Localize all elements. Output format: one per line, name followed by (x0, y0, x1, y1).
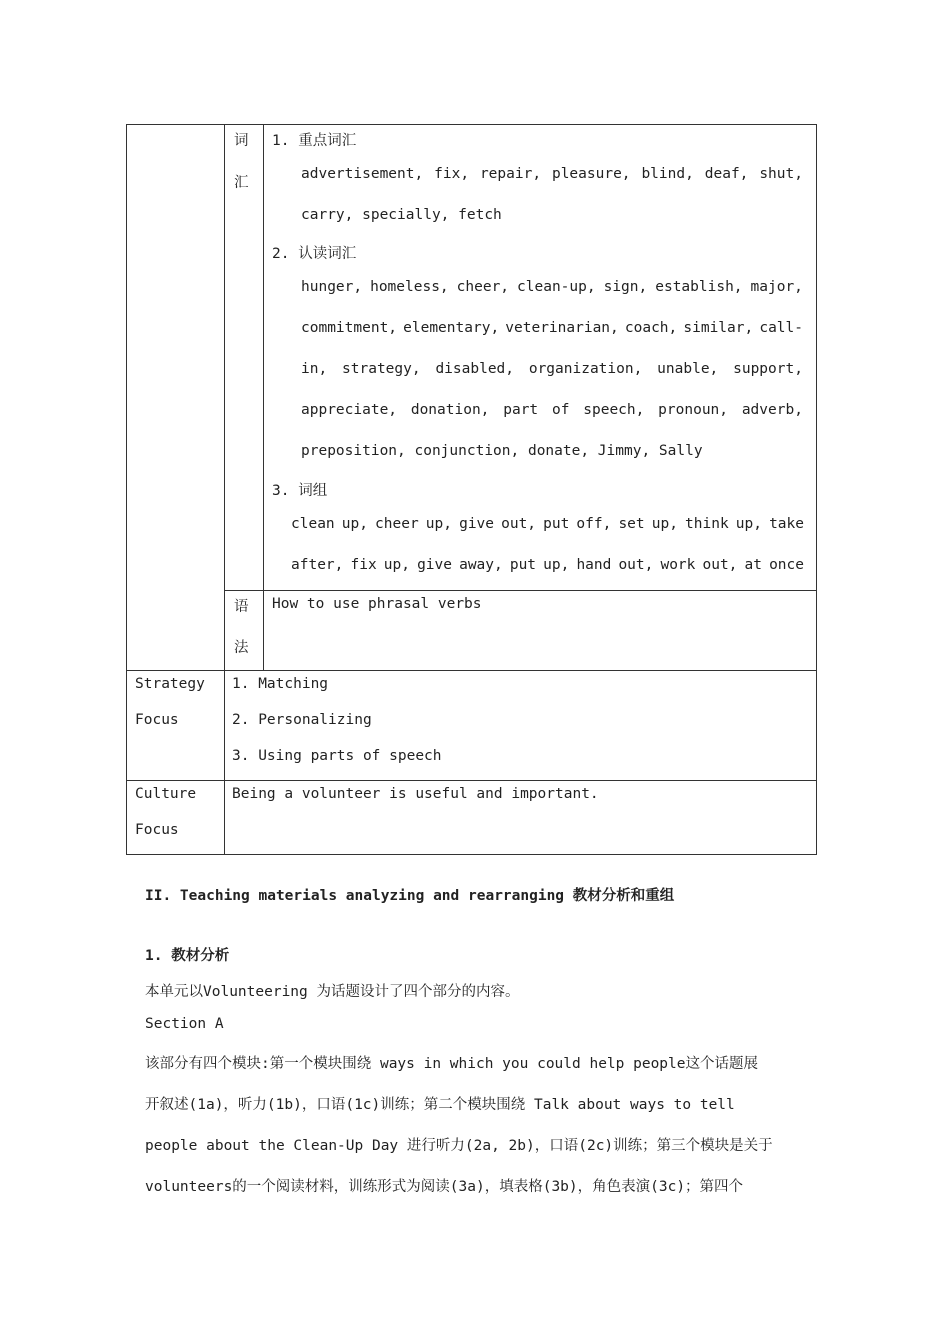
culture-content: Being a volunteer is useful and important. (232, 786, 599, 802)
strategy-label-cell (127, 671, 225, 781)
culture-row (127, 781, 817, 855)
vocab-label-char1: 词 (234, 133, 249, 149)
intro-text: 本单元以Volunteering 为话题设计了四个部分的内容。 (145, 984, 520, 1000)
grammar-content-cell (264, 591, 817, 671)
lesson-plan-table (126, 124, 817, 855)
culture-label-line1: Culture (135, 786, 197, 802)
recognition-vocab-line-4: appreciate, donation, part of speech, pronoun, adverb, (301, 402, 803, 418)
empty-category-cell (127, 125, 225, 671)
grammar-label-cell (225, 591, 264, 671)
recognition-vocab-line-2: commitment, elementary, veterinarian, coach, similar, call- (301, 320, 803, 336)
section-a-label: Section A (145, 1016, 224, 1032)
phrases-line-1: clean up, cheer up, give out, put off, set up, think up, take (291, 516, 804, 532)
strategy-content-cell (225, 671, 817, 781)
section-heading: II. Teaching materials analyzing and rearranging 教材分析和重组 (145, 888, 675, 904)
strategy-label-line2: Focus (135, 712, 179, 728)
paragraph-line-1: 该部分有四个模块:第一个模块围绕 ways in which you could help people这个话题展 (145, 1056, 758, 1072)
grammar-label-char1: 语 (234, 599, 249, 615)
vocab-label-cell (225, 125, 264, 591)
paragraph-line-3: people about the Clean-Up Day 进行听力(2a, 2b)，口语(2c)训练；第三个模块是关于 (145, 1138, 773, 1154)
recognition-vocab-heading: 2. 认读词汇 (272, 246, 357, 262)
culture-label-cell (127, 781, 225, 855)
strategy-item-3: 3. Using parts of speech (232, 748, 442, 764)
grammar-label-char2: 法 (234, 640, 249, 656)
key-vocab-line-1: advertisement, fix, repair, pleasure, blind, deaf, shut, (301, 166, 803, 182)
vocab-label-char2: 汇 (234, 175, 249, 191)
grammar-content: How to use phrasal verbs (272, 596, 482, 612)
sub-heading: 1. 教材分析 (145, 948, 230, 964)
culture-content-cell (225, 781, 817, 855)
strategy-item-1: 1. Matching (232, 676, 329, 692)
recognition-vocab-line-3: in, strategy, disabled, organization, unable, support, (301, 361, 803, 377)
grammar-row (127, 591, 817, 671)
strategy-row (127, 671, 817, 781)
recognition-vocab-line-1: hunger, homeless, cheer, clean-up, sign, establish, major, (301, 279, 803, 295)
key-vocab-heading: 1. 重点词汇 (272, 133, 357, 149)
key-vocab-line-2: carry, specially, fetch (301, 207, 502, 223)
phrases-heading: 3. 词组 (272, 483, 328, 499)
recognition-vocab-line-5: preposition, conjunction, donate, Jimmy, Sally (301, 443, 703, 459)
phrases-line-2: after, fix up, give away, put up, hand out, work out, at once (291, 557, 804, 573)
vocab-content-cell (264, 125, 817, 591)
culture-label-line2: Focus (135, 822, 179, 838)
strategy-label-line1: Strategy (135, 676, 205, 692)
vocab-row (127, 125, 817, 591)
paragraph-line-2: 开叙述(1a)，听力(1b)，口语(1c)训练；第二个模块围绕 Talk about ways to tell (145, 1097, 735, 1113)
paragraph-line-4: volunteers的一个阅读材料，训练形式为阅读(3a)，填表格(3b)，角色表演(3c)；第四个 (145, 1179, 744, 1195)
strategy-item-2: 2. Personalizing (232, 712, 372, 728)
